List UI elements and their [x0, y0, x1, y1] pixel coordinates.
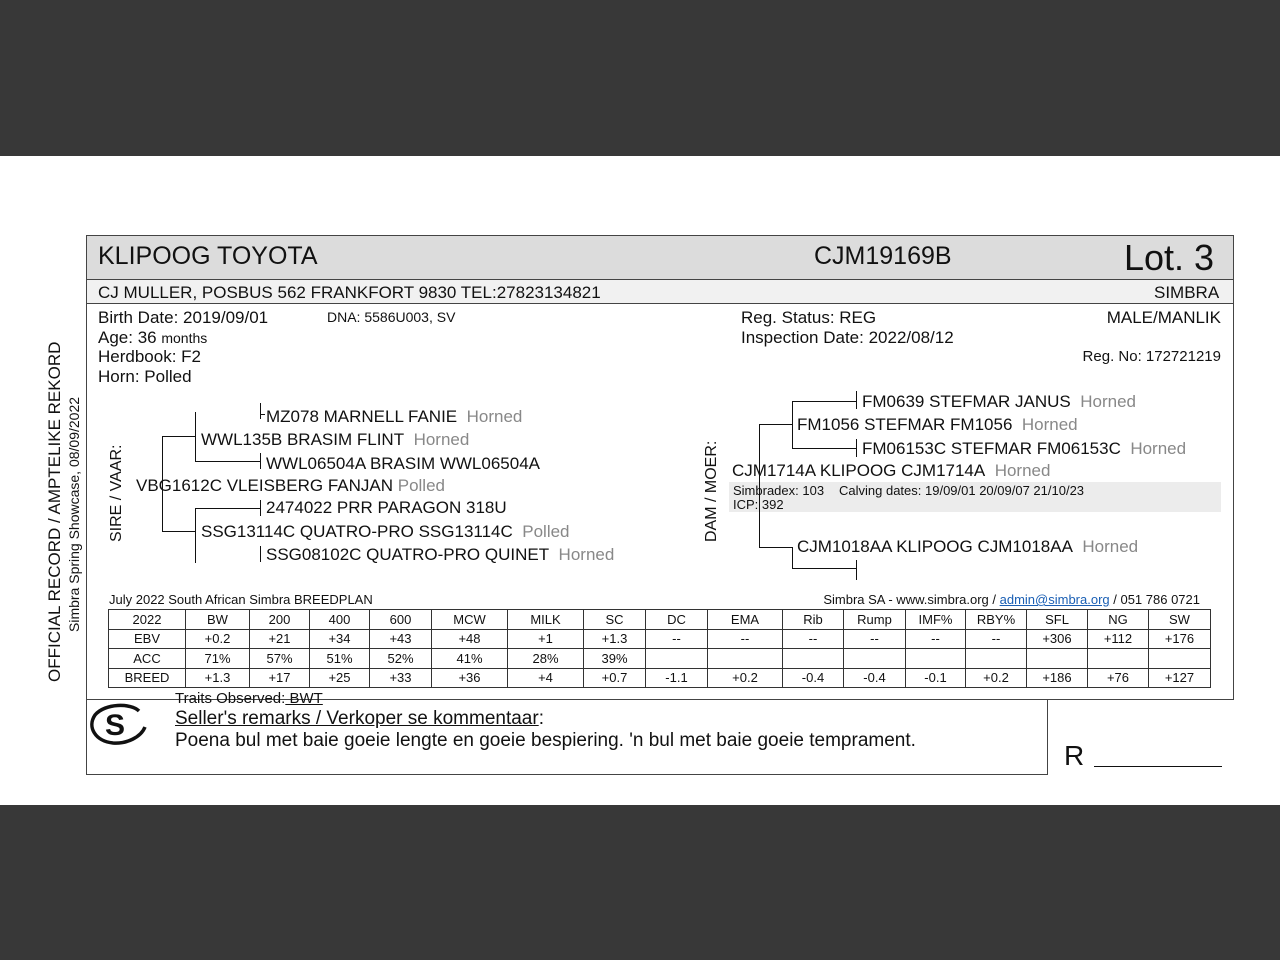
- table-cell: +306: [1027, 629, 1088, 649]
- table-cell: +176: [1149, 629, 1211, 649]
- dsd-name: FM06153C STEFMAR FM06153C: [862, 439, 1121, 458]
- dam-entry: [732, 461, 1050, 481]
- dam-horn: Horned: [994, 461, 1051, 480]
- dd-name: CJM1018AA KLIPOOG CJM1018AA: [797, 537, 1073, 556]
- column-header: DC: [646, 610, 708, 630]
- reg-status: Reg. Status: REG: [741, 308, 877, 327]
- table-cell: 51%: [310, 649, 370, 669]
- table-cell: EBV: [109, 629, 186, 649]
- dna: DNA: 5586U003, SV: [327, 309, 456, 325]
- ss-bracket: [195, 412, 196, 462]
- table-cell: [1149, 649, 1211, 669]
- table-cell: [1088, 649, 1149, 669]
- breedplan-title: July 2022 South African Simbra BREEDPLAN: [109, 592, 373, 607]
- table-cell: +4: [508, 668, 584, 688]
- table-cell: --: [708, 629, 783, 649]
- table-cell: 52%: [370, 649, 432, 669]
- sds-name: 2474022 PRR PARAGON 318U: [266, 498, 507, 517]
- animal-name: KLIPOOG TOYOTA: [98, 242, 318, 270]
- column-header: IMF%: [906, 610, 966, 630]
- column-header: Rump: [844, 610, 906, 630]
- column-header: 200: [250, 610, 310, 630]
- dss-name: FM0639 STEFMAR JANUS: [862, 392, 1071, 411]
- table-cell: +17: [250, 668, 310, 688]
- dsd-horn: Horned: [1130, 439, 1187, 458]
- sdd-entry: [266, 545, 614, 565]
- ss-name: WWL135B BRASIM FLINT: [201, 430, 405, 449]
- remarks-text: Poena bul met baie goeie lengte en goeie bespiering. 'n bul met baie goeie temprament.: [175, 730, 916, 751]
- animal-id: CJM19169B: [814, 242, 952, 270]
- ssd-name: WWL06504A BRASIM WWL06504A: [266, 454, 541, 473]
- table-cell: 41%: [432, 649, 508, 669]
- ds-line: [792, 448, 856, 449]
- table-cell: +0.2: [966, 668, 1027, 688]
- dss-horn: Horned: [1080, 392, 1136, 411]
- table-cell: +33: [370, 668, 432, 688]
- tick: [856, 560, 857, 580]
- age-value: Age: 36: [98, 328, 157, 347]
- table-cell: --: [844, 629, 906, 649]
- table-cell: --: [906, 629, 966, 649]
- remarks-heading: [175, 708, 544, 730]
- table-cell: --: [646, 629, 708, 649]
- inspection-date: Inspection Date: 2022/08/12: [741, 328, 954, 347]
- remarks-heading-colon: :: [538, 708, 544, 729]
- price-prefix: R: [1064, 740, 1085, 771]
- traits-label: Traits Observed:: [175, 690, 286, 707]
- column-header: NG: [1088, 610, 1149, 630]
- column-header: MILK: [508, 610, 584, 630]
- dd-horn: Horned: [1082, 537, 1139, 556]
- dam-line: [759, 424, 792, 425]
- official-record-label: OFFICIAL RECORD / AMPTELIKE REKORD: [45, 341, 64, 682]
- breedplan-contact: [823, 592, 1200, 607]
- dd-line: [792, 568, 856, 569]
- sds-entry: [266, 498, 507, 518]
- remarks-divider: [1047, 699, 1048, 775]
- table-cell: +112: [1088, 629, 1149, 649]
- sss-name: MZ078 MARNELL FANIE: [266, 407, 458, 426]
- horn-status: Horn: Polled: [98, 367, 192, 386]
- table-cell: +34: [310, 629, 370, 649]
- dam-name: CJM1714A KLIPOOG CJM1714A: [732, 461, 986, 480]
- table-cell: +1: [508, 629, 584, 649]
- tick: [856, 391, 857, 409]
- column-header: RBY%: [966, 610, 1027, 630]
- sdd-name: SSG08102C QUATRO-PRO QUINET: [266, 545, 550, 564]
- tick: [260, 453, 261, 469]
- lot-number: Lot. 3: [1124, 237, 1215, 278]
- tick: [260, 500, 261, 516]
- logo-letter: S: [105, 709, 126, 742]
- table-cell: ACC: [109, 649, 186, 669]
- table-cell: +0.7: [584, 668, 646, 688]
- sd-entry: [201, 522, 570, 542]
- table-header-row: [109, 610, 1211, 630]
- simbra-logo-icon: [87, 701, 149, 745]
- table-cell: [906, 649, 966, 669]
- showcase-label: Simbra Spring Showcase, 08/09/2022: [66, 396, 82, 632]
- dd-bracket: [792, 547, 793, 569]
- table-cell: -1.1: [646, 668, 708, 688]
- calving-dates: Calving dates: 19/09/01 20/09/07 21/10/23: [839, 483, 1085, 498]
- dam-label: DAM / MOER:: [703, 440, 720, 542]
- column-header: MCW: [432, 610, 508, 630]
- table-cell: [1027, 649, 1088, 669]
- table-cell: +127: [1149, 668, 1211, 688]
- table-cell: 71%: [186, 649, 250, 669]
- table-cell: -0.4: [783, 668, 844, 688]
- table-cell: +1.3: [186, 668, 250, 688]
- table-cell: +36: [432, 668, 508, 688]
- sex: MALE/MANLIK: [1106, 308, 1221, 327]
- sd-name: SSG13114C QUATRO-PRO SSG13114C: [201, 522, 513, 541]
- table-cell: [646, 649, 708, 669]
- price-field-line[interactable]: [1094, 766, 1222, 767]
- birth-date: Birth Date: 2019/09/01: [98, 308, 269, 327]
- table-cell: -0.4: [844, 668, 906, 688]
- table-cell: [966, 649, 1027, 669]
- table-row-breed: [109, 668, 1211, 688]
- column-header: SC: [584, 610, 646, 630]
- tick: [260, 414, 265, 415]
- breedplan-table: [108, 609, 1211, 688]
- ssd-entry: [266, 454, 540, 474]
- sd-bracket: [195, 508, 196, 563]
- table-cell: 39%: [584, 649, 646, 669]
- sd-horn: Polled: [522, 522, 570, 541]
- ds-name: FM1056 STEFMAR FM1056: [797, 415, 1013, 434]
- owner-details: CJ MULLER, POSBUS 562 FRANKFORT 9830 TEL:27823134821: [98, 283, 601, 302]
- tick: [856, 439, 857, 457]
- table-row-acc: [109, 649, 1211, 669]
- catalogue-sheet: [0, 156, 1280, 805]
- column-header: SW: [1149, 610, 1211, 630]
- traits-observed: [175, 690, 323, 707]
- dd-entry: [797, 537, 1138, 557]
- table-cell: +76: [1088, 668, 1149, 688]
- ds-horn: Horned: [1021, 415, 1078, 434]
- table-cell: 57%: [250, 649, 310, 669]
- reg-number: Reg. No: 172721219: [1082, 348, 1221, 365]
- column-header: Rib: [783, 610, 844, 630]
- table-cell: +186: [1027, 668, 1088, 688]
- sss-entry: [266, 407, 522, 427]
- age-unit: months: [161, 330, 208, 346]
- table-cell: +25: [310, 668, 370, 688]
- contact-email-link[interactable]: admin@simbra.org: [999, 592, 1110, 607]
- table-cell: BREED: [109, 668, 186, 688]
- table-cell: +21: [250, 629, 310, 649]
- tick: [260, 546, 261, 562]
- ds-entry: [797, 415, 1078, 435]
- ds-bracket: [792, 401, 793, 449]
- dss-entry: [862, 392, 1136, 412]
- ss-horn: Horned: [413, 430, 470, 449]
- contact-prefix: Simbra SA - www.simbra.org /: [823, 592, 1000, 607]
- herdbook: Herdbook: F2: [98, 347, 201, 366]
- table-cell: +0.2: [708, 668, 783, 688]
- column-header: SFL: [1027, 610, 1088, 630]
- age: [98, 328, 207, 348]
- dsd-entry: [862, 439, 1186, 459]
- sire-horn: Polled: [397, 476, 445, 495]
- contact-suffix: / 051 786 0721: [1109, 592, 1200, 607]
- table-cell: 28%: [508, 649, 584, 669]
- tick: [260, 403, 261, 419]
- column-header: 600: [370, 610, 432, 630]
- table-cell: --: [783, 629, 844, 649]
- breed-name: SIMBRA: [1154, 283, 1220, 302]
- remarks-heading-text: Seller's remarks / Verkoper se kommentaar: [175, 708, 539, 729]
- table-cell: -0.1: [906, 668, 966, 688]
- sd-line: [195, 508, 260, 509]
- sss-horn: Horned: [466, 407, 523, 426]
- table-row-ebv: [109, 629, 1211, 649]
- column-header: 400: [310, 610, 370, 630]
- table-cell: [708, 649, 783, 669]
- simbradex: Simbradex: 103: [733, 483, 825, 498]
- sire-label: SIRE / VAAR:: [108, 444, 125, 542]
- column-header: 2022: [109, 610, 186, 630]
- table-cell: +0.2: [186, 629, 250, 649]
- column-header: EMA: [708, 610, 783, 630]
- table-cell: --: [966, 629, 1027, 649]
- sire-name: VBG1612C VLEISBERG FANJAN: [136, 476, 393, 495]
- ds-line: [792, 401, 856, 402]
- table-cell: +48: [432, 629, 508, 649]
- sire-line: [162, 436, 195, 437]
- table-cell: +43: [370, 629, 432, 649]
- sire-entry: [136, 476, 445, 496]
- column-header: BW: [186, 610, 250, 630]
- traits-value: BWT: [285, 690, 323, 707]
- sdd-horn: Horned: [558, 545, 615, 564]
- dam-line: [759, 547, 792, 548]
- table-cell: +1.3: [584, 629, 646, 649]
- icp: ICP: 392: [733, 497, 784, 512]
- table-cell: [844, 649, 906, 669]
- sire-line: [162, 531, 195, 532]
- ss-line: [195, 461, 260, 462]
- table-cell: [783, 649, 844, 669]
- ss-entry: [201, 430, 469, 450]
